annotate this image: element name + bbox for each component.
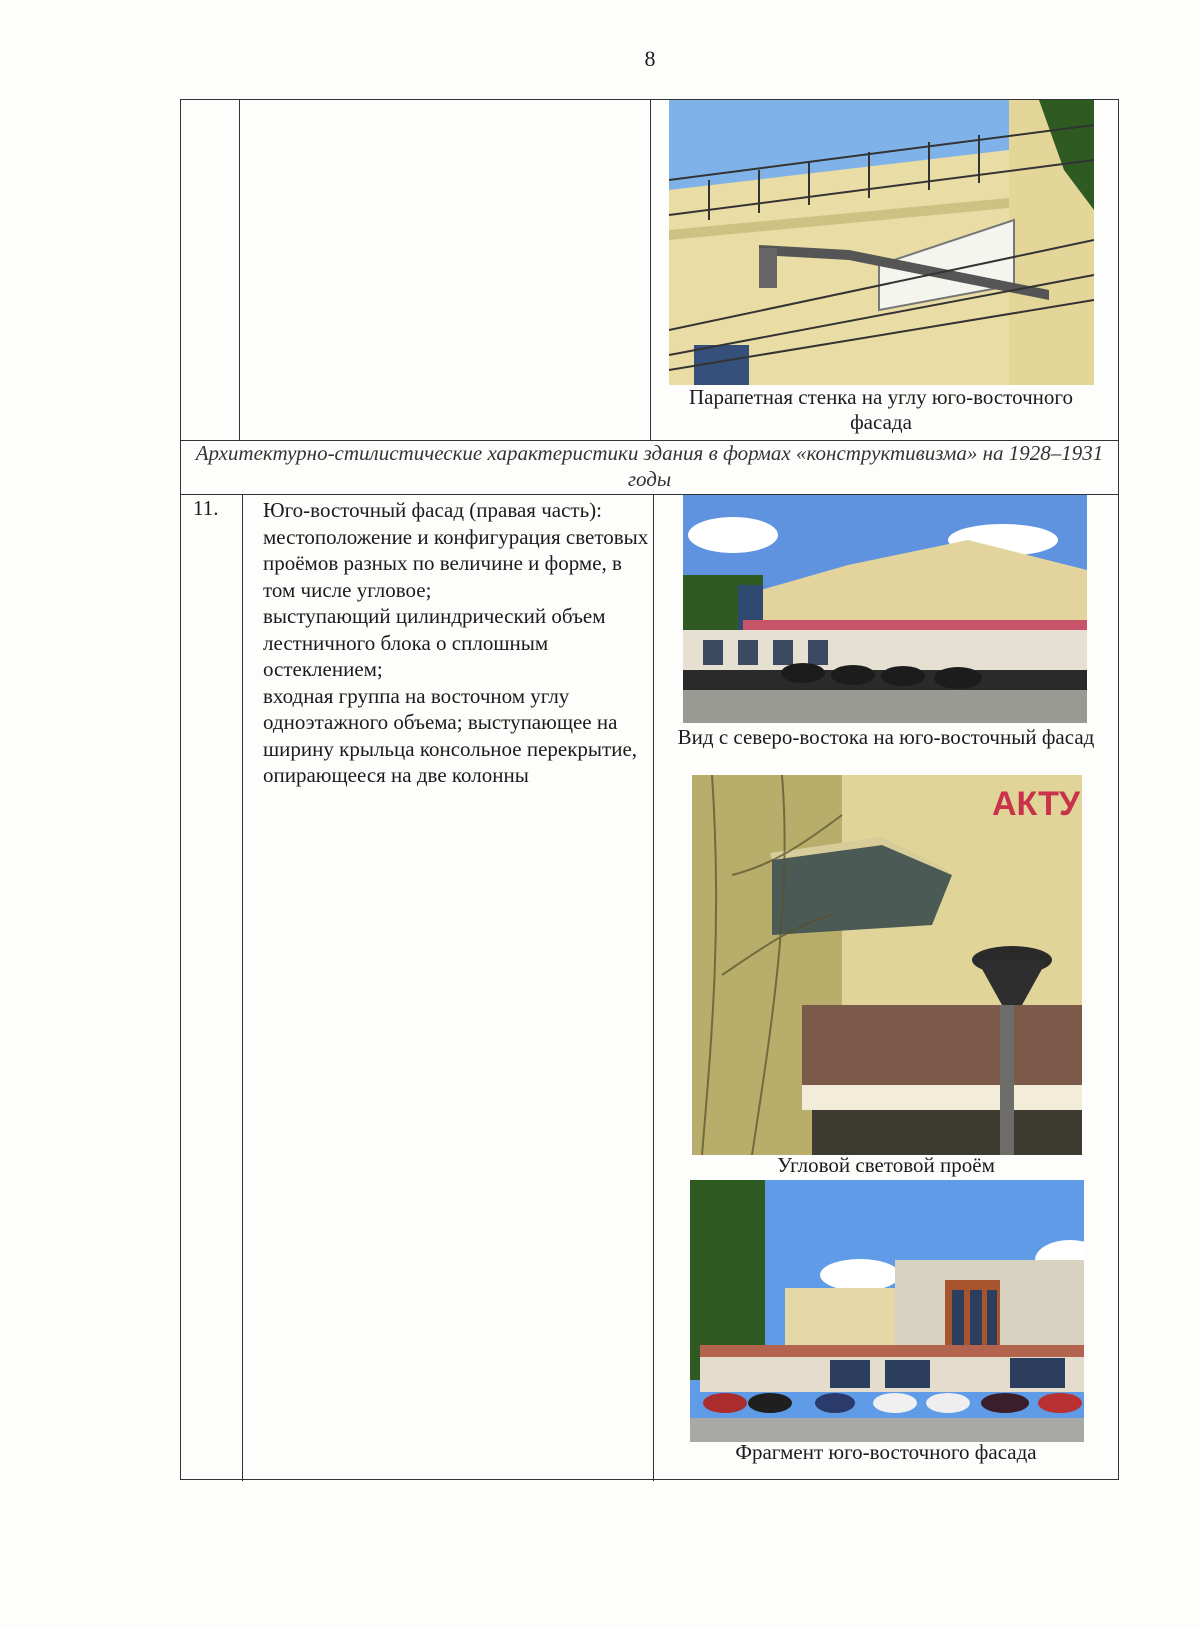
- section-heading: Архитектурно-стилистические характеристики здания в формах «конструктивизма» на 1928–1931 годы: [195, 441, 1104, 491]
- column-divider: [653, 494, 654, 1481]
- row-number: 11.: [193, 496, 219, 520]
- column-divider: [242, 494, 243, 1481]
- svg-text:АКТУ: АКТУ: [992, 785, 1081, 823]
- photo-caption: Угловой световой проём: [777, 1153, 995, 1177]
- building-parapet-photo: [669, 100, 1094, 385]
- facade-fragment-photo: [690, 1180, 1084, 1442]
- column-divider: [239, 100, 240, 440]
- corner-window-photo: [692, 775, 1082, 1155]
- photo-caption: Фрагмент юго-восточного фасада: [735, 1440, 1037, 1464]
- page-number: 8: [644, 46, 656, 71]
- photo-caption: Вид с северо-востока на юго-восточный фасад: [677, 725, 1095, 749]
- photo-caption: Парапетная стенка на углу юго-восточного фасада: [689, 385, 1073, 434]
- row-description: Юго-восточный фасад (правая часть): местоположение и конфигурация световых проёмов разных по величине и форме, в том числе угловое; выступающий цилиндрический объем лестничного блока о сплошным остеклением; входная группа на восточном углу одноэтажного объема; выступающее на ширину крыльца консольное перекрытие, опирающееся на две колонны: [263, 498, 649, 787]
- building-northeast-view-photo: [683, 495, 1087, 723]
- document-table: [180, 99, 1119, 1480]
- column-divider: [650, 100, 651, 440]
